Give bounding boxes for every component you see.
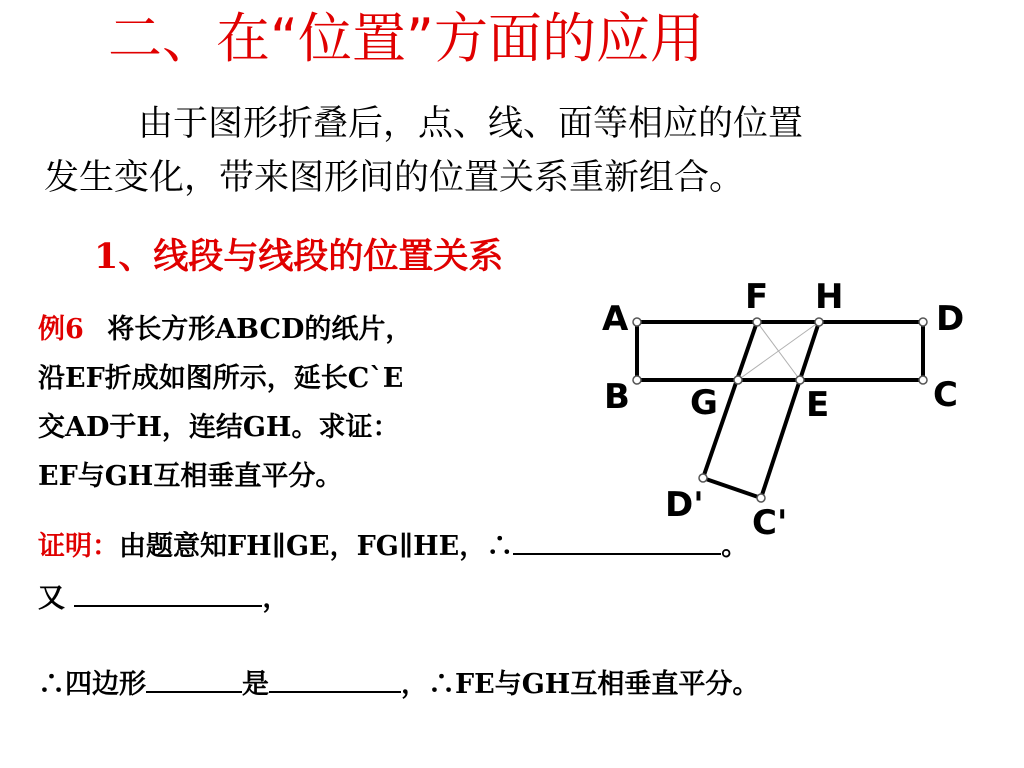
answer-blank-1[interactable] xyxy=(513,527,721,555)
label-F: F xyxy=(745,277,769,317)
vertex-C xyxy=(919,376,927,384)
proof-line-3-b: 是 xyxy=(242,669,269,700)
line-HG xyxy=(738,322,819,380)
proof-line-3-c: ，∴FE与GH互相垂直平分。 xyxy=(401,669,760,700)
example-text-1: 将长方形ABCD的纸片， xyxy=(107,314,413,345)
answer-blank-2[interactable] xyxy=(74,579,262,607)
section-subheading: 1、线段与线段的位置关系 xyxy=(94,236,504,277)
vertex-A xyxy=(633,318,641,326)
vertex-D-prime xyxy=(699,474,707,482)
slide-title: 二、在“位置”方面的应用 xyxy=(108,7,704,70)
example-label: 例6 xyxy=(38,314,84,345)
vertex-C-prime xyxy=(757,494,765,502)
label-B: B xyxy=(604,377,630,417)
example-line-2: 沿EF折成如图所示，延长C`E xyxy=(38,363,404,394)
answer-blank-3[interactable] xyxy=(146,665,242,693)
label-C: C xyxy=(933,375,958,415)
label-E: E xyxy=(806,385,830,425)
example-line-4: EF与GH互相垂直平分。 xyxy=(38,461,343,492)
vertex-G xyxy=(734,376,742,384)
vertex-F xyxy=(753,318,761,326)
label-D: D xyxy=(936,299,965,339)
proof-line-1 xyxy=(38,522,748,572)
vertices xyxy=(633,318,927,502)
segment-D-prime-C-prime xyxy=(703,478,761,498)
proof-line-2-end: ， xyxy=(262,583,290,614)
proof-line-3 xyxy=(38,660,759,710)
proof-line-3-a: ∴四边形 xyxy=(38,669,146,700)
intro-line-2: 发生变化，带来图形间的位置关系重新组合。 xyxy=(44,158,745,198)
figure-outline xyxy=(637,322,923,498)
intro-line-1: 由于图形折叠后，点、线、面等相应的位置 xyxy=(138,104,804,144)
proof-line-2 xyxy=(38,574,289,624)
example-line-1 xyxy=(38,305,412,355)
label-C-prime: C' xyxy=(752,503,788,543)
proof-line-1-text: 由题意知FH∥GE，FG∥HE，∴ xyxy=(119,531,514,562)
auxiliary-lines xyxy=(738,322,819,380)
vertex-B xyxy=(633,376,641,384)
vertex-D xyxy=(919,318,927,326)
geometry-figure xyxy=(590,270,990,550)
vertex-E xyxy=(796,376,804,384)
answer-blank-4[interactable] xyxy=(269,665,401,693)
proof-line-2-prefix: 又 xyxy=(38,583,65,614)
label-D-prime: D' xyxy=(665,485,704,525)
proof-label: 证明： xyxy=(38,531,119,562)
vertex-H xyxy=(815,318,823,326)
label-G: G xyxy=(690,383,718,423)
label-A: A xyxy=(602,299,629,339)
example-line-3: 交AD于H，连结GH。求证： xyxy=(38,412,400,443)
proof-line-1-end: 。 xyxy=(721,531,749,562)
label-H: H xyxy=(815,277,844,317)
